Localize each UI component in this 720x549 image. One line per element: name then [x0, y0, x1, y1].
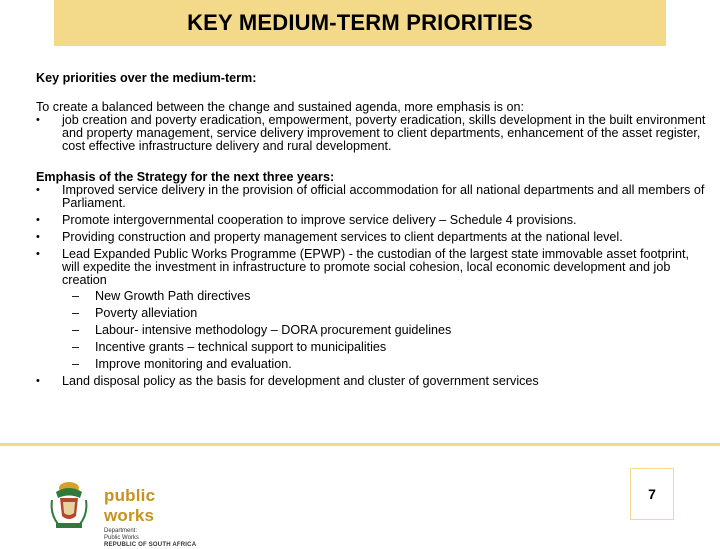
slide-title: KEY MEDIUM-TERM PRIORITIES	[187, 10, 533, 35]
sub-list-item-text: Incentive grants – technical support to municipalities	[95, 340, 387, 354]
slide-footer	[0, 446, 720, 548]
bullet-glyph: •	[36, 184, 40, 196]
bullet-glyph: •	[36, 375, 40, 387]
section-heading-strategy: Emphasis of the Strategy for the next three years:	[36, 170, 335, 184]
dash-glyph: –	[72, 306, 80, 320]
list-item	[36, 248, 706, 371]
brand-name: public works	[104, 486, 156, 525]
dash-glyph: –	[72, 289, 80, 303]
list-item	[36, 214, 706, 227]
list-item-text: Lead Expanded Public Works Programme (EPWP) - the custodian of the largest state immovable asset footprint, will expedite the investment in infrastructure to promote social cohesion, local economic development and job creation	[62, 247, 689, 287]
title-banner	[54, 0, 666, 46]
page-number: 7	[648, 486, 656, 502]
sub-list-item	[62, 324, 706, 337]
page-number-box	[630, 468, 674, 520]
epwp-sub-list	[62, 290, 706, 371]
priorities-list	[36, 114, 706, 153]
strategy-list	[36, 184, 706, 388]
list-item-text: Providing construction and property management services to client departments at the national level.	[62, 230, 623, 244]
list-item	[36, 375, 706, 388]
dash-glyph: –	[72, 340, 80, 354]
list-item-text: Improved service delivery in the provision of official accommodation for all national departments and all members of Parliament.	[62, 183, 705, 210]
list-item	[36, 114, 706, 153]
sub-list-item-text: Labour- intensive methodology – DORA procurement guidelines	[95, 323, 452, 337]
bullet-glyph: •	[36, 248, 40, 260]
brand-line-public-works: Public Works	[104, 535, 139, 541]
sub-list-item	[62, 358, 706, 371]
sub-list-item-text: Improve monitoring and evaluation.	[95, 357, 292, 371]
dash-glyph: –	[72, 323, 80, 337]
slide-body	[36, 72, 706, 392]
sub-list-item-text: Poverty alleviation	[95, 306, 198, 320]
sub-list-item	[62, 290, 706, 303]
list-item-text: job creation and poverty eradication, empowerment, poverty eradication, skills development in the built environment and property management, service delivery improvement to client departments, enhancement of the asset register, cost effective infrastructure delivery and rural development.	[62, 113, 706, 153]
brand-line-country: REPUBLIC OF SOUTH AFRICA	[104, 542, 197, 548]
coat-of-arms-icon	[46, 480, 92, 532]
sub-list-item	[62, 341, 706, 354]
sub-list-item-text: New Growth Path directives	[95, 289, 251, 303]
bullet-glyph: •	[36, 231, 40, 243]
brand-line-department: Department:	[104, 528, 138, 534]
bullet-glyph: •	[36, 214, 40, 226]
list-item	[36, 231, 706, 244]
list-item-text: Land disposal policy as the basis for development and cluster of government services	[62, 374, 539, 388]
list-item	[36, 184, 706, 210]
dash-glyph: –	[72, 357, 80, 371]
department-logo	[46, 480, 206, 548]
intro-paragraph: To create a balanced between the change and sustained agenda, more emphasis is on:	[36, 100, 524, 114]
bullet-glyph: •	[36, 114, 40, 126]
sub-list-item	[62, 307, 706, 320]
list-item-text: Promote intergovernmental cooperation to improve service delivery – Schedule 4 provisions.	[62, 213, 577, 227]
section-heading-priorities: Key priorities over the medium-term:	[36, 71, 257, 85]
